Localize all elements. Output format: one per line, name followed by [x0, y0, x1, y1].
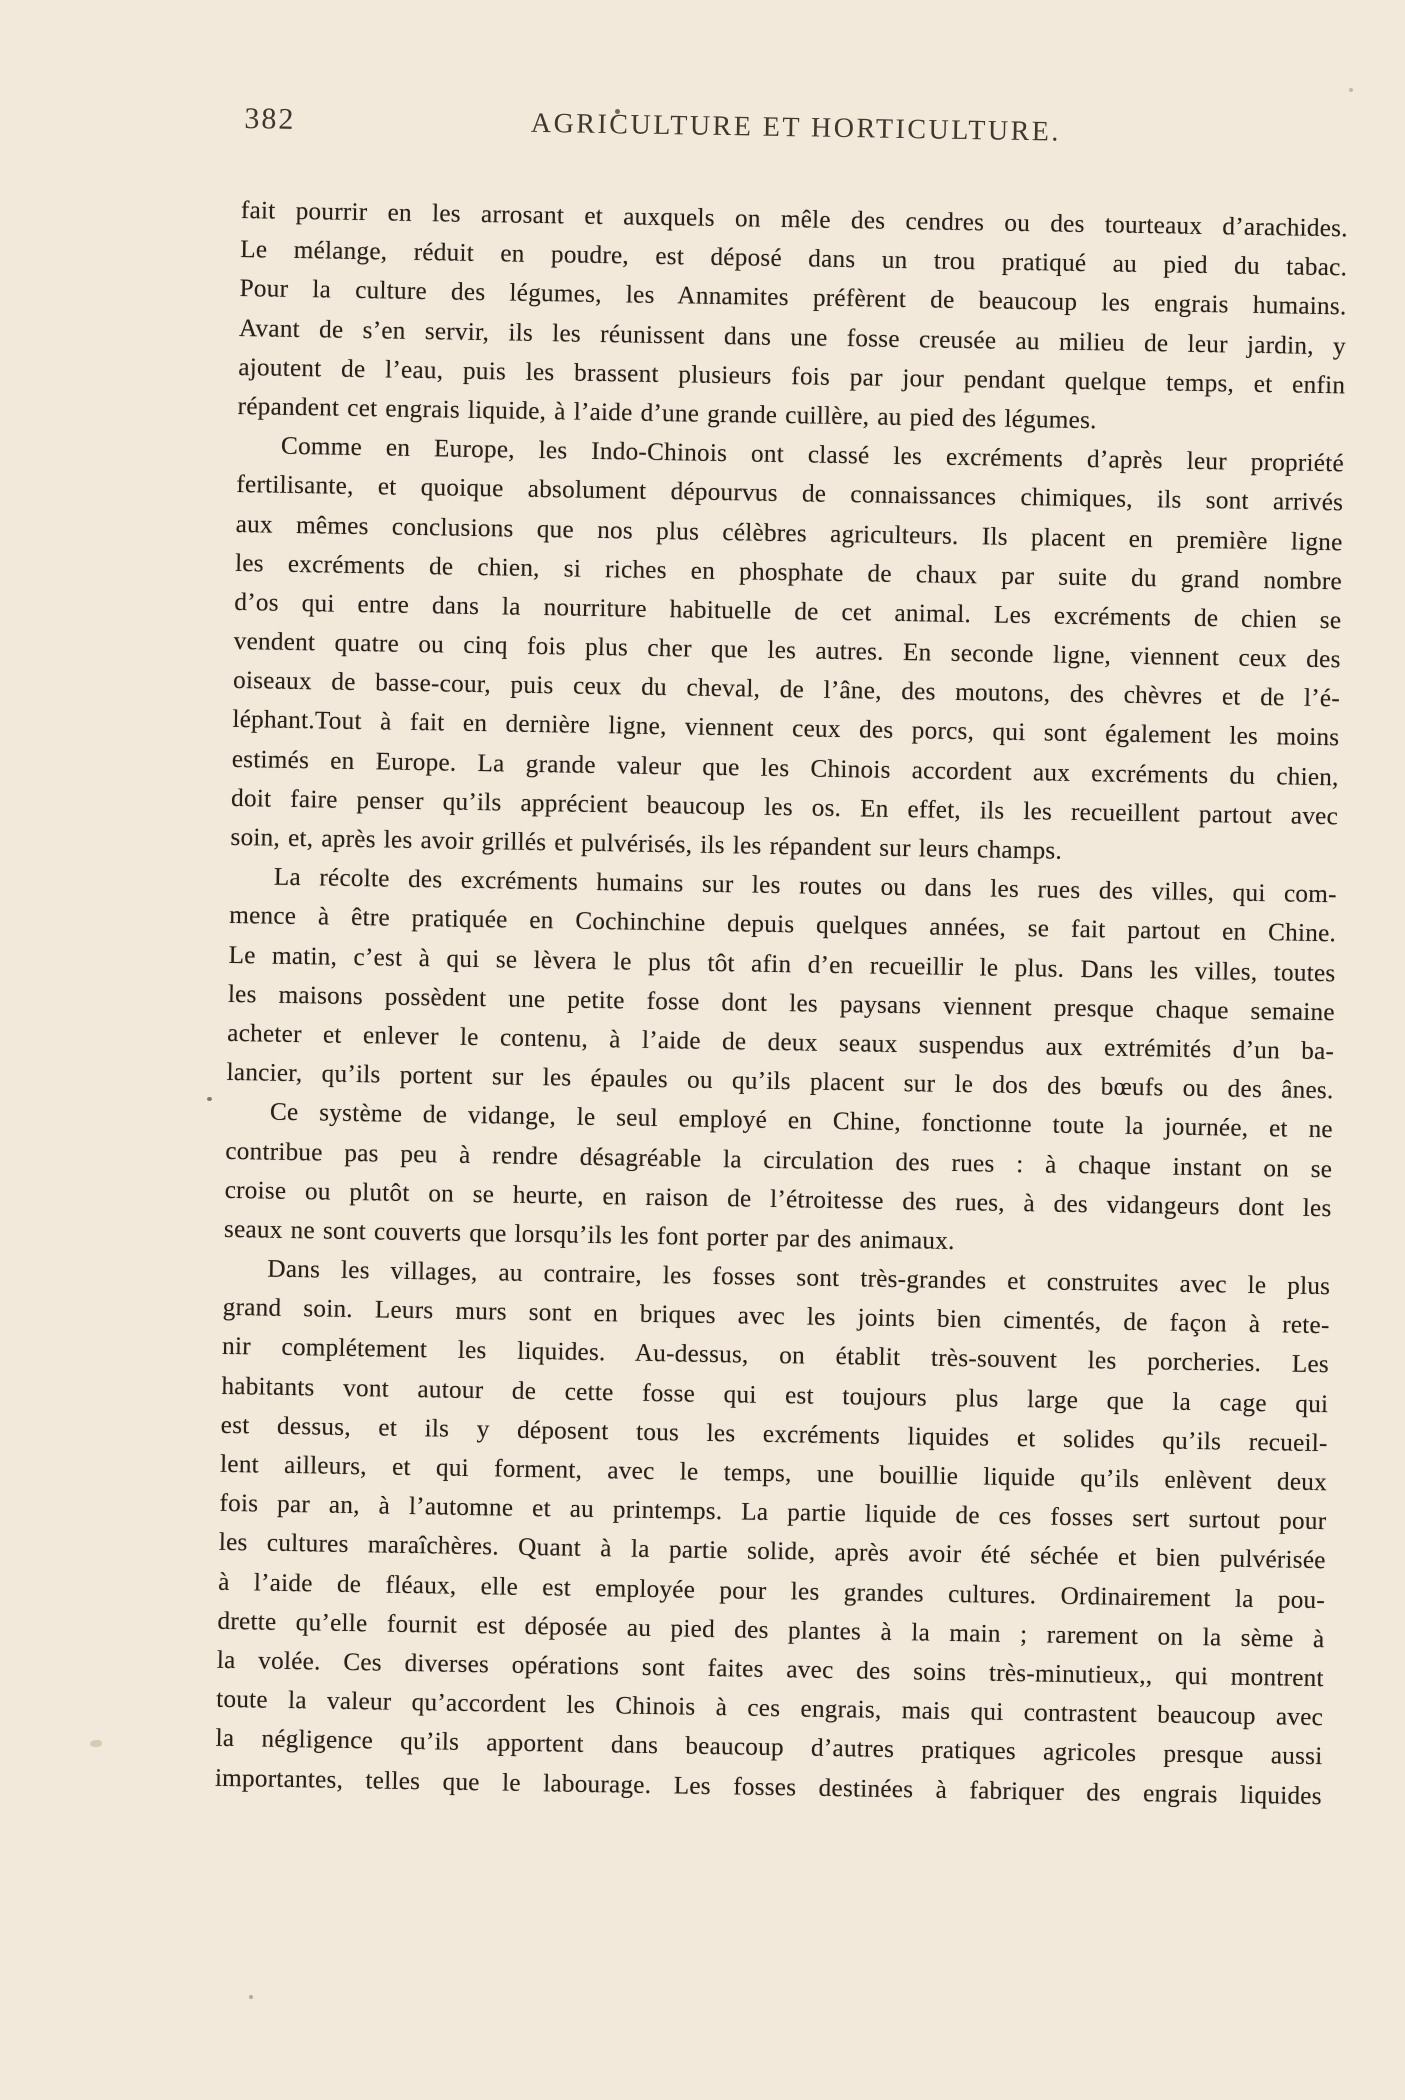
text-line: habitants vont autour de cette fosse qui est toujours plus large que la cage qui	[221, 1372, 1329, 1418]
text-line: est dessus, et ils y déposent tous les excréments liquides et solides qu’ils recueil-	[220, 1411, 1328, 1457]
text-line: Le mélange, réduit en poudre, est déposé dans un trou pratiqué au pied du tabac.	[240, 236, 1348, 282]
paragraph	[237, 191, 1348, 444]
running-header	[242, 102, 1349, 156]
text-line: Pour la culture des légumes, les Annamites préfèrent de beaucoup les engrais humains.	[239, 275, 1347, 321]
paragraph	[224, 1092, 1333, 1267]
text-line: oiseaux de basse-cour, puis ceux du cheval, de l’âne, des moutons, des chèvres et de l’é-	[232, 667, 1341, 713]
paper-speck	[1349, 88, 1353, 92]
text-line: estimés en Europe. La grande valeur que les Chinois accordent aux excréments du chien,	[231, 745, 1339, 791]
text-line: mence à être pratiquée en Cochinchine depuis quelques années, se fait partout en Chine.	[229, 902, 1337, 948]
text-line: les maisons possèdent une petite fosse dont les paysans viennent presque chaque semaine	[227, 980, 1336, 1026]
text-line: fertilisante, et quoique absolument dépourvus de connaissances chimiques, ils sont arrivés	[236, 471, 1344, 517]
text-line: toute la valeur qu’accordent les Chinois à ces engrais, mais qui contrastent beaucoup avec	[216, 1685, 1324, 1732]
text-line: répandent cet engrais liquide, à l’aide d’une grande cuillère, au pied des légumes.	[237, 392, 1097, 435]
text-line: léphant.Tout à fait en dernière ligne, viennent ceux des porcs, qui sont également les moins	[232, 706, 1340, 752]
paragraph	[226, 857, 1337, 1110]
text-line: Comme en Europe, les Indo-Chinois ont classé les excréments d’après leur propriété	[280, 432, 1345, 478]
paragraph	[230, 426, 1344, 875]
text-line: la négligence qu’ils apportent dans beaucoup d’autres pratiques agricoles presque aussi	[215, 1725, 1323, 1771]
text-line: acheter et enlever le contenu, à l’aide de deux seaux suspendus aux extrémités d’un ba-	[227, 1019, 1335, 1066]
text-line: d’os qui entre dans la nourriture habituelle de cet animal. Les excréments de chien se	[234, 588, 1342, 635]
text-line: soin, et, après les avoir grillés et pulvérisés, ils les répandent sur leurs champs.	[230, 823, 1063, 865]
text-line: Ce système de vidange, le seul employé en Chine, fonctionne toute la journée, et ne	[269, 1098, 1334, 1144]
text-line: nir complétement les liquides. Au-dessus, on établit très-souvent les porcheries. Les	[221, 1333, 1330, 1379]
text-line: seaux ne sont couverts que lorsqu’ils les font porter par des animaux.	[223, 1215, 955, 1255]
paper-smudge	[90, 1740, 102, 1747]
text-line: les cultures maraîchères. Quant à la partie solide, après avoir été séchée et bien pulvérisée	[218, 1529, 1326, 1575]
text-line: Dans les villages, au contraire, les fosses sont très-grandes et construites avec le plus	[267, 1255, 1331, 1301]
text-line: Le matin, c’est à qui se lèvera le plus tôt afin d’en recueillir le plus. Dans les villes, toutes	[228, 941, 1336, 987]
body-text	[215, 191, 1348, 1816]
text-line: ajoutent de l’eau, puis les brassent plusieurs fois par jour pendant quelque temps, et enfin	[238, 353, 1346, 400]
text-line: vendent quatre ou cinq fois plus cher que les autres. En seconde ligne, viennent ceux des	[233, 627, 1341, 674]
text-line: croise ou plutôt on se heurte, en raison de l’étroitesse des rues, à des vidangeurs dont les	[224, 1176, 1332, 1222]
page-number: 382	[244, 102, 296, 136]
text-line: aux mêmes conclusions que nos plus célèbres agriculteurs. Ils placent en première ligne	[235, 510, 1343, 556]
text-line: lent ailleurs, et qui forment, avec le temps, une bouillie liquide qu’ils enlèvent deux	[219, 1450, 1328, 1497]
text-line: lancier, qu’ils portent sur les épaules ou qu’ils placent sur le dos des bœufs ou des ânes.	[226, 1058, 1334, 1105]
text-line: à l’aide de fléaux, elle est employée pour les grandes cultures. Ordinairement la pou-	[217, 1568, 1326, 1614]
text-line: contribue pas peu à rendre désagréable la circulation des rues : à chaque instant on se	[225, 1137, 1333, 1183]
text-line: grand soin. Leurs murs sont en briques avec les joints bien cimentés, de façon à rete-	[222, 1294, 1330, 1340]
text-line: Avant de s’en servir, ils les réunissent dans une fosse creusée au milieu de leur jardin, y	[238, 314, 1347, 360]
page-content	[215, 86, 1350, 1816]
text-line: la volée. Ces diverses opérations sont faites avec des soins très-minutieux,, qui montrent	[216, 1646, 1324, 1693]
text-line: La récolte des excréments humains sur les routes ou dans les rues des villes, qui com-	[273, 863, 1337, 909]
running-header-title: AGRICULTURE ET HORTICULTURE.	[530, 107, 1062, 148]
paper-speck	[249, 1995, 253, 1999]
text-line: fait pourrir en les arrosant et auxquels on mêle des cendres ou des tourteaux d’arachides.	[240, 196, 1349, 243]
text-line: importantes, telles que le labourage. Les fosses destinées à fabriquer des engrais liquides	[214, 1764, 1323, 1810]
text-line: doit faire penser qu’ils apprécient beaucoup les os. En effet, ils les recueillent partout avec	[230, 784, 1339, 831]
text-line: drette qu’elle fournit est déposée au pied des plantes à la main ; rarement on la sème à	[217, 1607, 1325, 1653]
text-line: fois par an, à l’automne et au printemps. La partie liquide de ces fosses sert surtout pour	[219, 1489, 1327, 1536]
text-line: les excréments de chien, si riches en phosphate de chaux par suite du grand nombre	[234, 549, 1343, 595]
paper-speck	[207, 1097, 212, 1101]
paragraph	[215, 1249, 1331, 1816]
